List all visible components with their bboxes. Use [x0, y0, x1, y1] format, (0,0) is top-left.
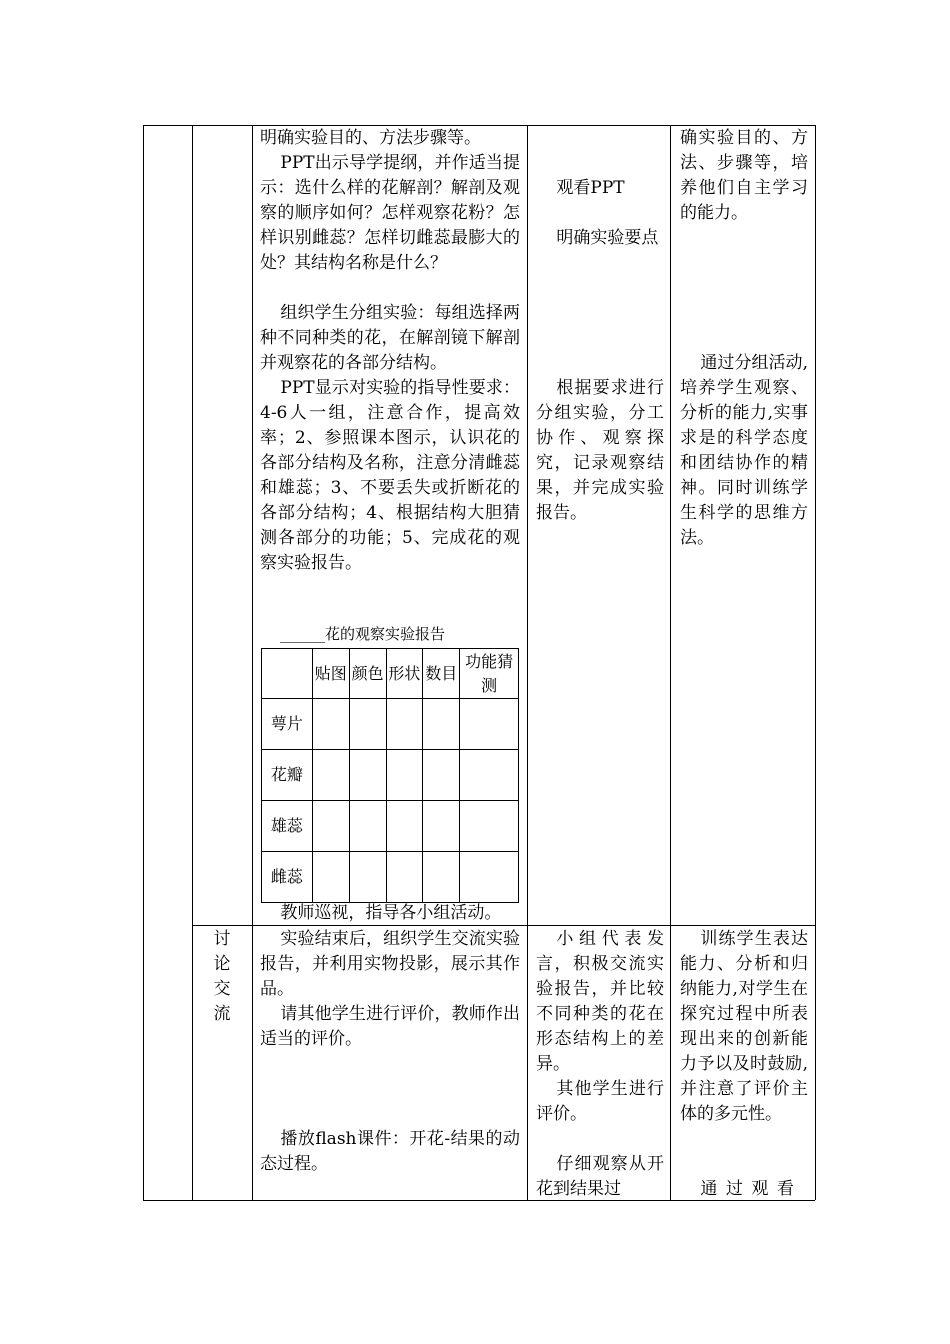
table-right-border: [815, 125, 816, 1200]
report-cell: [312, 699, 349, 750]
report-row-label: 萼片: [262, 699, 313, 750]
table-row: [262, 699, 519, 750]
discussion-student-block: [536, 927, 664, 1127]
report-header-cell: [262, 649, 313, 699]
discussion-intent-text: 训练学生表达能力、分析和归纳能力,对学生在探究过程中所表现出来的创新能力予以及时鼓励,并注意了评价主体的多元性。: [680, 929, 808, 1124]
report-row-label: 花瓣: [262, 750, 313, 801]
report-cell: [460, 699, 519, 750]
student-evaluate-text: 其他学生进行评价。: [536, 1079, 664, 1124]
report-header-cell: 形状: [386, 649, 423, 699]
report-row-label: 雌蕊: [262, 852, 313, 903]
ppt-outline-text: PPT出示导学提纲，并作适当提示：选什么样的花解剖？解剖及观察的顺序如何？怎样观察花粉？怎样识别雌蕊？怎样切雌蕊最膨大的处？其结构名称是什么？: [260, 153, 520, 273]
col-divider-3: [527, 125, 528, 1200]
report-cell: [460, 852, 519, 903]
discussion-evaluate-text: 请其他学生进行评价，教师作出适当的评价。: [260, 1004, 520, 1049]
table-row: [262, 852, 519, 903]
teacher-patrol-text: 教师巡视，指导各小组活动。: [280, 903, 502, 923]
col-divider-1: [192, 125, 193, 1200]
report-cell: [423, 852, 460, 903]
student-group-experiment: 根据要求进行分组实验，分工协作、观察探究，记录观察结果，并完成实验报告。: [536, 378, 664, 523]
stage-char: 论: [213, 954, 231, 974]
stage-char: 交: [213, 979, 231, 999]
intent-watch-text: 通过观看: [700, 1179, 803, 1199]
discussion-report-text: 实验结束后，组织学生交流实验报告，并利用实物投影，展示其作品。: [260, 929, 520, 999]
report-header-cell: 功能猜测: [460, 649, 519, 699]
report-cell: [460, 801, 519, 852]
report-cell: [349, 699, 386, 750]
observation-report-table: [261, 648, 519, 903]
intent-group-activity: 通过分组活动,培养学生观察、分析的能力,实事求是的科学态度和团结协作的精神。同时训练学生科学的思维方法。: [680, 353, 808, 548]
table-left-border: [143, 125, 144, 1200]
report-cell: [386, 750, 423, 801]
report-cell: [423, 699, 460, 750]
ppt-requirements-text: PPT显示对实验的指导性要求：4-6人一组，注意合作，提高效率；2、参照课本图示，认识花的各部分结构及名称，注意分清雌蕊和雄蕊；3、不要丢失或折断花的各部分结构；4、根据结构大胆猜测各部分的功能；5、完成花的观察实验报告。: [260, 378, 520, 573]
col-divider-2: [252, 125, 253, 1200]
report-row-label: 雄蕊: [262, 801, 313, 852]
group-experiment-text: 组织学生分组实验：每组选择两种不同种类的花，在解剖镜下解剖并观察花的各部分结构。: [260, 303, 520, 373]
goal-text: 明确实验目的、方法步骤等。: [260, 128, 481, 148]
report-cell: [460, 750, 519, 801]
discussion-teacher-block: [260, 927, 520, 1052]
report-cell: [349, 801, 386, 852]
stage-char: 流: [213, 1004, 231, 1024]
report-cell: [423, 750, 460, 801]
table-row: [262, 801, 519, 852]
report-cell: [312, 801, 349, 852]
student-present-text: 小组代表发言，积极交流实验报告，并比较不同种类的花在形态结构上的差异。: [536, 929, 664, 1074]
report-cell: [349, 750, 386, 801]
student-observe-text: 仔细观察从开花到结果过: [536, 1154, 664, 1199]
report-cell: [386, 852, 423, 903]
table-row: [262, 750, 519, 801]
report-cell: [312, 852, 349, 903]
stage-label-discussion: [192, 927, 252, 1027]
stage-char: 讨: [213, 929, 231, 949]
report-header-cell: 贴图: [312, 649, 349, 699]
report-header-row: [262, 649, 519, 699]
flash-courseware-text: 播放flash课件：开花-结果的动态过程。: [260, 1129, 520, 1174]
report-cell: [312, 750, 349, 801]
teacher-activity-block: [260, 126, 520, 576]
student-watch-ppt: 观看PPT: [556, 178, 625, 198]
report-caption: ______花的观察实验报告: [280, 625, 446, 643]
report-cell: [386, 699, 423, 750]
student-clarify-points: 明确实验要点: [556, 228, 659, 248]
intent-self-learning: 确实验目的、方法、步骤等，培养他们自主学习的能力。: [680, 128, 808, 223]
report-header-cell: 颜色: [349, 649, 386, 699]
report-cell: [423, 801, 460, 852]
col-divider-4: [670, 125, 671, 1200]
report-cell: [386, 801, 423, 852]
report-cell: [349, 852, 386, 903]
report-header-cell: 数目: [423, 649, 460, 699]
